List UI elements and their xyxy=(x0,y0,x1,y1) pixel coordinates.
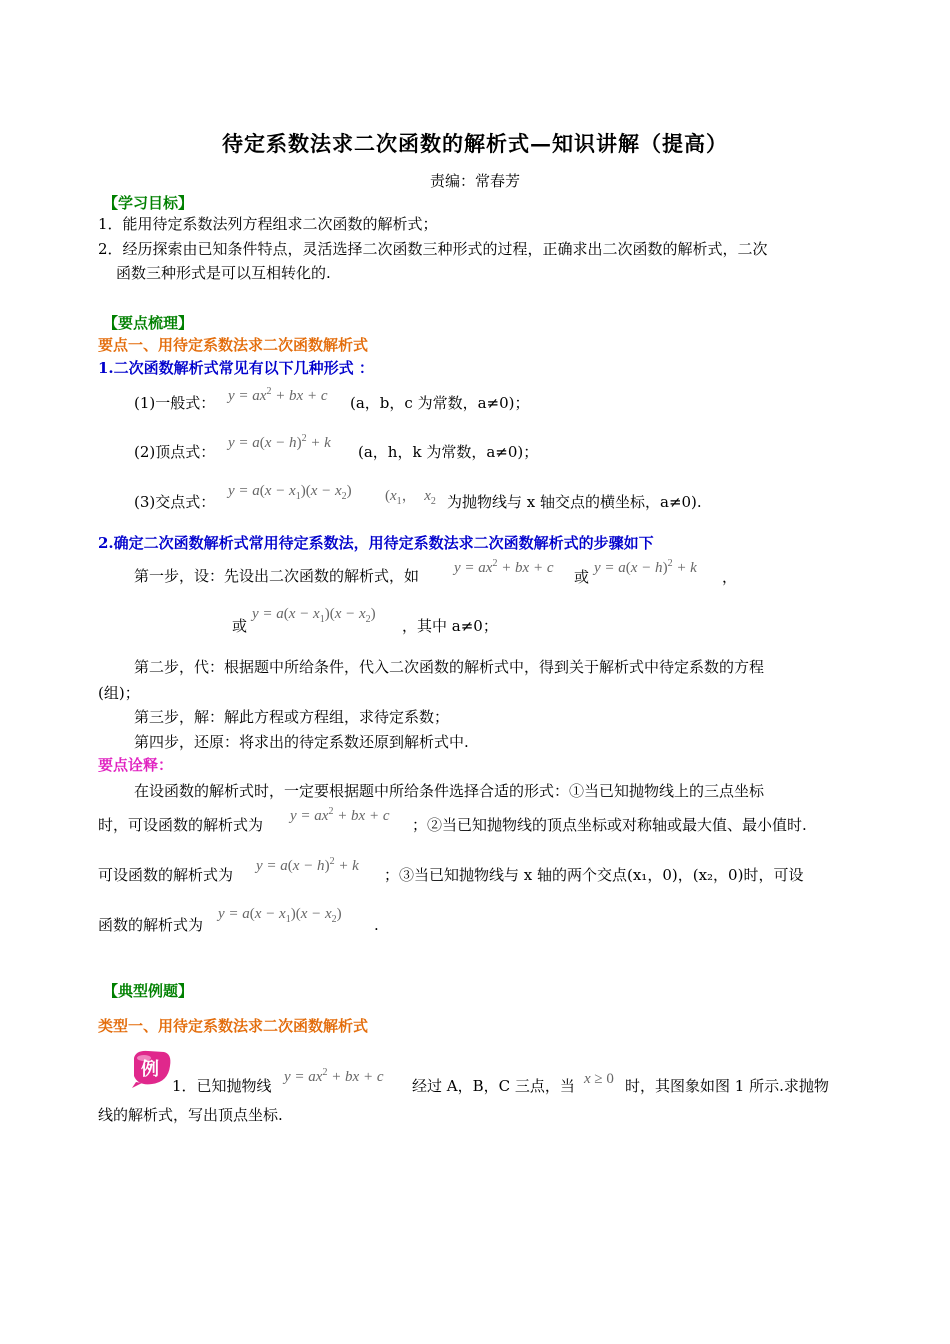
step1-formula-vertex: $y = a(x - h)^2 + k$ xyxy=(594,558,697,576)
sub2-heading: 2.确定二次函数解析式常用待定系数法，用待定系数法求二次函数解析式的步骤如下 xyxy=(98,534,654,552)
form-general-label: (1)一般式： xyxy=(134,394,216,412)
points-heading: 【要点梳理】 xyxy=(103,314,194,332)
question1-text-d: 线的解析式，写出顶点坐标. xyxy=(98,1106,283,1124)
explain-formula-general: $y = ax^2$ + bx + c xyxy=(290,806,390,824)
explain-line-2a: 时，可设函数的解析式为 xyxy=(98,816,264,834)
step4-text: 第四步，还原：将求出的待定系数还原到解析式中. xyxy=(134,733,469,751)
step1-text: 第一步，设：先设出二次函数的解析式，如 xyxy=(134,567,420,585)
step1-comma: ， xyxy=(722,568,738,586)
formula-intercept: $y = a(x - x_1)(x - x_2)$ xyxy=(228,483,352,502)
question1-text-a: 1．已知抛物线 xyxy=(172,1077,272,1095)
step1-or: 或 xyxy=(574,568,590,586)
form-general-note: (a，b，c 为常数，a≠0)； xyxy=(350,394,530,412)
formula-x1-x2: ($x_1$， $x_2$ xyxy=(385,488,436,507)
page-title: 待定系数法求二次函数的解析式—知识讲解（提高） xyxy=(222,131,728,156)
goal-item-2-cont: 函数三种形式是可以互相转化的. xyxy=(116,264,331,282)
form-vertex-label: (2)顶点式： xyxy=(134,443,216,461)
sub1-heading: 1.二次函数解析式常见有以下几种形式 ： xyxy=(98,359,374,377)
explain-line-4b: . xyxy=(374,916,379,934)
question1-condition: x ≥ 0 xyxy=(584,1071,614,1087)
step1-or-2: 或 xyxy=(232,617,248,635)
step1-tail: ，其中 a≠0； xyxy=(402,617,498,635)
example-badge xyxy=(128,1048,172,1088)
step2-text-cont: (组)； xyxy=(98,684,140,702)
example-badge-icon xyxy=(128,1048,172,1088)
step2-text: 第二步，代：根据题中所给条件，代入二次函数的解析式中，得到关于解析式中待定系数的方程 xyxy=(134,658,765,676)
goal-item-1: 1．能用待定系数法列方程组求二次函数的解析式； xyxy=(98,215,438,233)
step3-text: 第三步，解：解此方程或方程组，求待定系数； xyxy=(134,708,450,726)
explain-heading: 要点诠释： xyxy=(98,756,174,774)
question1-text-b: 经过 A，B，C 三点，当 xyxy=(412,1077,575,1095)
goal-item-2: 2．经历探索由已知条件特点，灵活选择二次函数三种形式的过程，正确求出二次函数的解析式，二次 xyxy=(98,240,768,258)
examples-heading: 【典型例题】 xyxy=(103,982,194,1000)
formula-vertex: $y = a(x - h)^2 + k$ xyxy=(228,433,331,451)
explain-line-3a: 可设函数的解析式为 xyxy=(98,866,234,884)
question1-formula: $y = ax^2$ + bx + c xyxy=(284,1067,384,1085)
formula-general: $y = ax^2$ + bx + c xyxy=(228,386,328,404)
explain-formula-intercept: $y = a(x - x_1)(x - x_2)$ xyxy=(218,906,342,925)
example-badge-label: 例 xyxy=(141,1059,159,1080)
explain-line-1: 在设函数的解析式时，一定要根据题中所给条件选择合适的形式：①当已知抛物线上的三点坐标 xyxy=(134,782,765,800)
explain-line-2b: ；②当已知抛物线的顶点坐标或对称轴或最大值、最小值时. xyxy=(412,816,807,834)
goals-heading: 【学习目标】 xyxy=(103,194,194,212)
explain-line-3b: ；③当已知抛物线与 x 轴的两个交点(x₁，0)，(x₂，0)时，可设 xyxy=(384,866,804,884)
form-intercept-label: (3)交点式： xyxy=(134,493,216,511)
type1-heading: 类型一、用待定系数法求二次函数解析式 xyxy=(98,1017,369,1035)
form-vertex-note: (a，h，k 为常数，a≠0)； xyxy=(358,443,539,461)
explain-line-4a: 函数的解析式为 xyxy=(98,916,204,934)
question1-text-c: 时，其图象如图 1 所示.求抛物 xyxy=(625,1077,829,1095)
form-intercept-note: 为抛物线与 x 轴交点的横坐标，a≠0). xyxy=(447,493,702,511)
editor-credit: 责编：常春芳 xyxy=(429,172,520,190)
point1-heading: 要点一、用待定系数法求二次函数解析式 xyxy=(98,336,369,354)
step1-formula-intercept: $y = a(x - x_1)(x - x_2)$ xyxy=(252,606,376,625)
explain-formula-vertex: $y = a(x - h)^2 + k$ xyxy=(256,856,359,874)
step1-formula-general: $y = ax^2$ + bx + c xyxy=(454,558,554,576)
